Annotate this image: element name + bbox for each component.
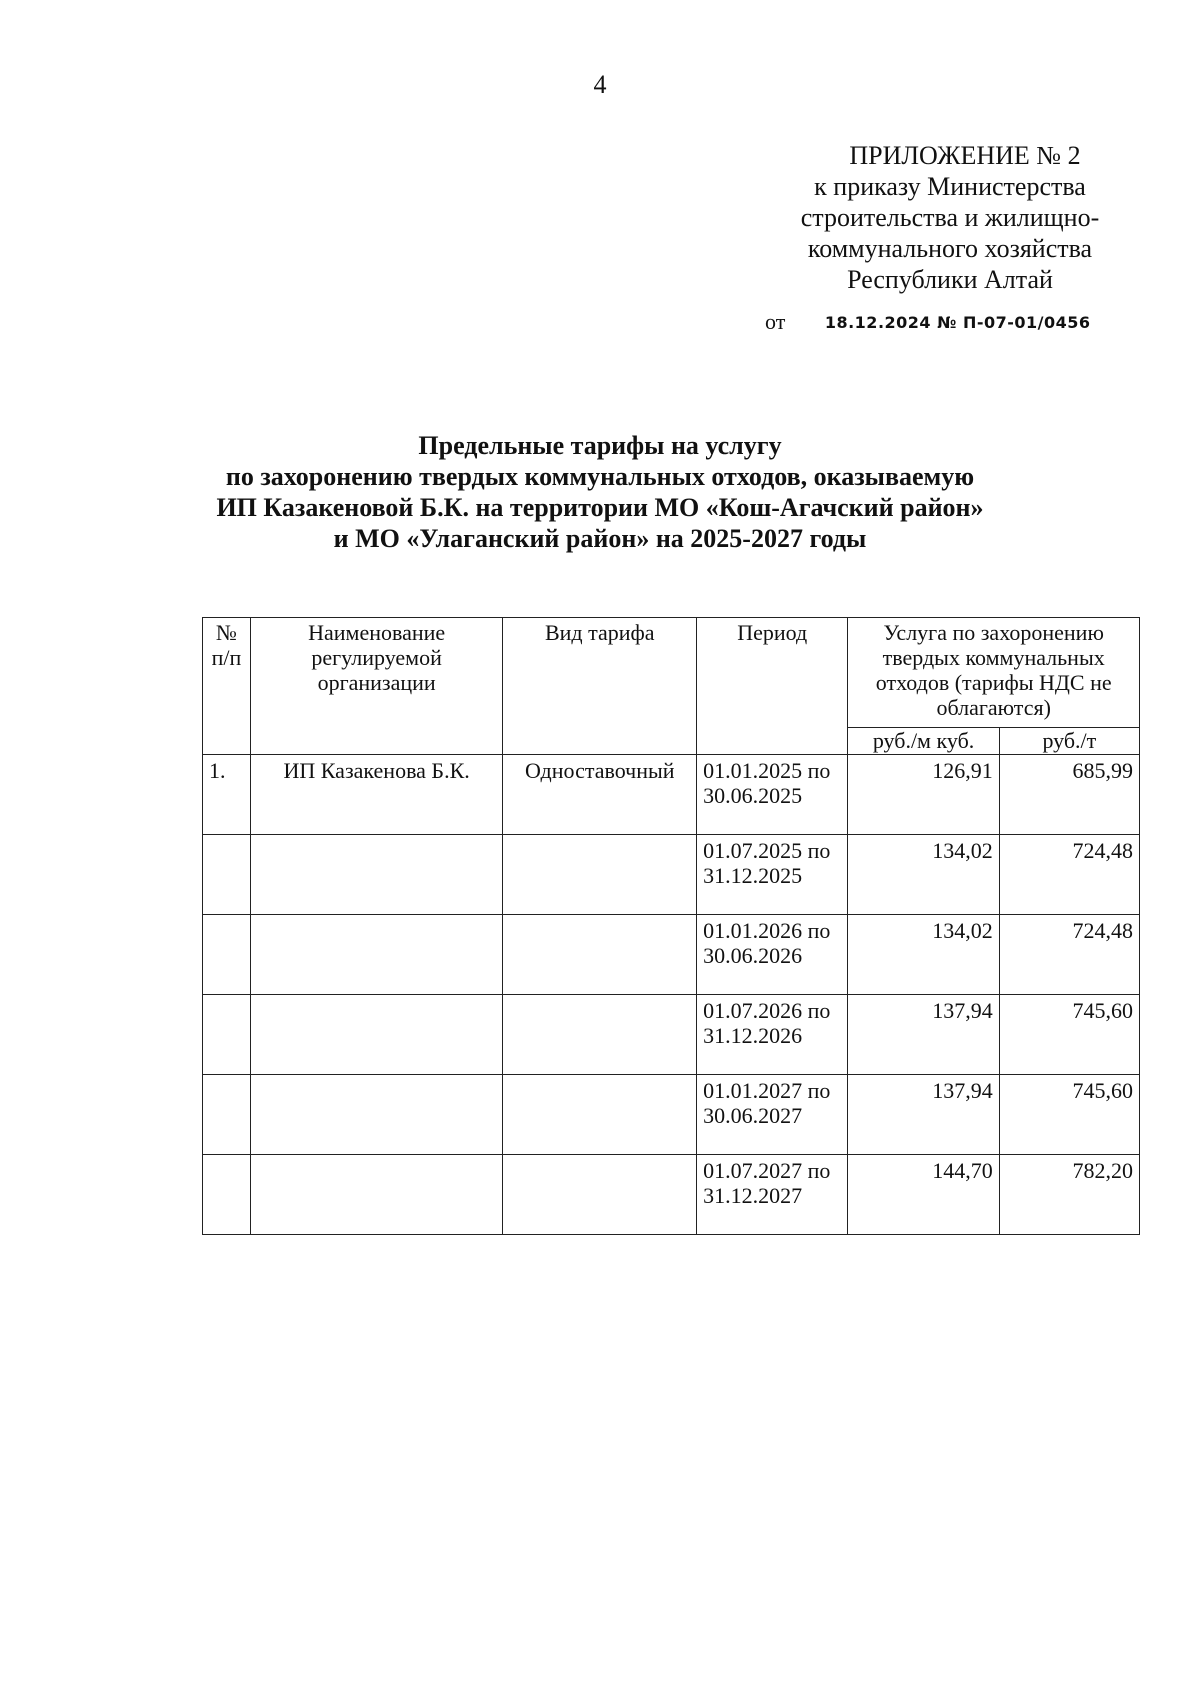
- row-org: [250, 915, 503, 995]
- header-period: Период: [697, 618, 848, 755]
- table-row: [203, 755, 1140, 835]
- row-rate-t: 724,48: [999, 835, 1139, 915]
- table-row: [203, 995, 1140, 1075]
- header-unit-m3: руб./м куб.: [848, 728, 999, 755]
- appendix-line: строительства и жилищно-: [800, 203, 1100, 232]
- row-rate-m3: 134,02: [848, 915, 999, 995]
- table-row: [203, 1155, 1140, 1235]
- row-rate-m3: 137,94: [848, 1075, 999, 1155]
- row-period: 01.01.2026 по 30.06.2026: [697, 915, 848, 995]
- row-rate-t: 724,48: [999, 915, 1139, 995]
- row-type: [503, 915, 697, 995]
- appendix-line: коммунального хозяйства: [807, 234, 1093, 263]
- row-num: [203, 1155, 251, 1235]
- row-type: [503, 995, 697, 1075]
- row-org: [250, 835, 503, 915]
- header-unit-t: руб./т: [999, 728, 1139, 755]
- row-org: ИП Казакенова Б.К.: [250, 755, 503, 835]
- row-org: [250, 1155, 503, 1235]
- appendix-title: ПРИЛОЖЕНИЕ № 2: [849, 141, 1081, 170]
- row-period: 01.07.2025 по 31.12.2025: [697, 835, 848, 915]
- order-stamp: 18.12.2024 № П-07-01/0456: [824, 313, 1091, 332]
- from-label: от: [765, 309, 786, 334]
- appendix-line: к приказу Министерства: [814, 172, 1086, 201]
- row-rate-t: 745,60: [999, 995, 1139, 1075]
- title-line: ИП Казакеновой Б.К. на территории МО «Кош-Агачский район»: [216, 493, 984, 522]
- row-num: [203, 835, 251, 915]
- row-org: [250, 1075, 503, 1155]
- order-reference: [765, 309, 1091, 335]
- document-title: [0, 430, 1200, 554]
- row-rate-t: 782,20: [999, 1155, 1139, 1235]
- table-row: [203, 915, 1140, 995]
- row-rate-m3: 134,02: [848, 835, 999, 915]
- row-rate-m3: 137,94: [848, 995, 999, 1075]
- row-rate-m3: 144,70: [848, 1155, 999, 1235]
- appendix-line: Республики Алтай: [847, 265, 1053, 294]
- header-type: Вид тарифа: [503, 618, 697, 755]
- row-num: [203, 995, 251, 1075]
- row-org: [250, 995, 503, 1075]
- row-period: 01.01.2027 по 30.06.2027: [697, 1075, 848, 1155]
- row-period: 01.01.2025 по 30.06.2025: [697, 755, 848, 835]
- header-num: № п/п: [203, 618, 251, 755]
- row-period: 01.07.2026 по 31.12.2026: [697, 995, 848, 1075]
- tariff-table: [202, 617, 1140, 1235]
- title-line: по захоронению твердых коммунальных отходов, оказываемую: [225, 462, 975, 491]
- row-num: [203, 915, 251, 995]
- page-number: 4: [593, 70, 607, 99]
- title-line: и МО «Улаганский район» на 2025-2027 годы: [333, 524, 867, 553]
- row-num: 1.: [203, 755, 251, 835]
- row-rate-t: 685,99: [999, 755, 1139, 835]
- row-type: Одноставочный: [503, 755, 697, 835]
- header-org: Наименование регулируемой организации: [250, 618, 503, 755]
- row-rate-m3: 126,91: [848, 755, 999, 835]
- row-period: 01.07.2027 по 31.12.2027: [697, 1155, 848, 1235]
- row-rate-t: 745,60: [999, 1075, 1139, 1155]
- table-row: [203, 1075, 1140, 1155]
- row-type: [503, 1155, 697, 1235]
- title-line: Предельные тарифы на услугу: [418, 431, 782, 460]
- table-row: [203, 835, 1140, 915]
- header-service: Услуга по захоронению твердых коммунальных отходов (тарифы НДС не облагаются): [848, 618, 1140, 728]
- row-num: [203, 1075, 251, 1155]
- row-type: [503, 835, 697, 915]
- row-type: [503, 1075, 697, 1155]
- appendix-block: [760, 140, 1140, 295]
